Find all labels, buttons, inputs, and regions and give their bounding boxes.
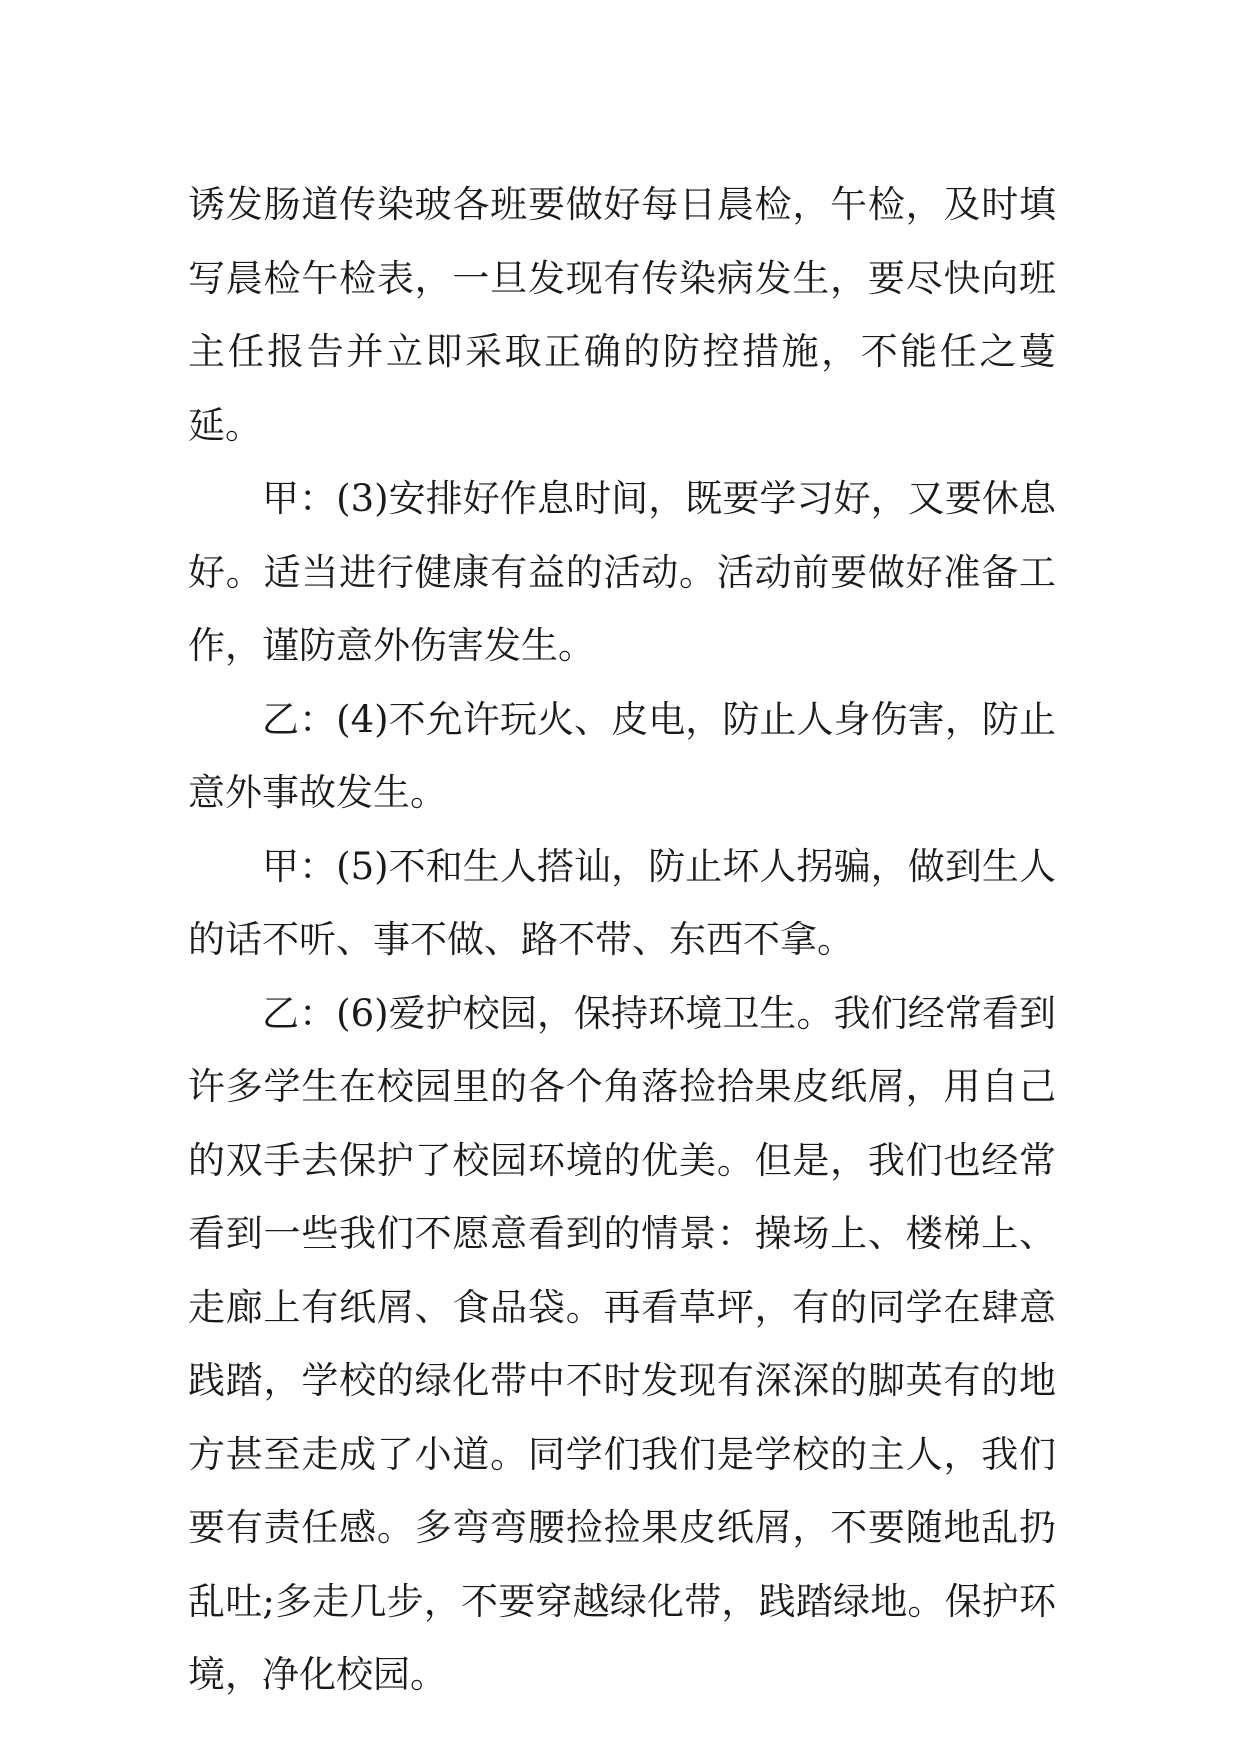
- paragraph-continued: 诱发肠道传染玻各班要做好每日晨检，午检，及时填写晨检午检表，一旦发现有传染病发生，要尽快向班主任报告并立即采取正确的防控措施，不能任之蔓延。: [188, 183, 1056, 447]
- body-text: [188, 168, 1056, 1712]
- paragraph-yi-6: 乙：(6)爱护校园，保持环境卫生。我们经常看到许多学生在校园里的各个角落捡拾果皮纸屑，用自己的双手去保护了校园环境的优美。但是，我们也经常看到一些我们不愿意看到的情景：操场上、楼梯上、走廊上有纸屑、食品袋。再看草坪，有的同学在肆意践踏，学校的绿化带中不时发现有深深的脚英有的地方甚至走成了小道。同学们我们是学校的主人，我们要有责任感。多弯弯腰捡捡果皮纸屑，不要随地乱扔乱吐;多走几步，不要穿越绿化带，践踏绿地。保护环境，净化校园。: [188, 991, 1056, 1696]
- paragraph-jia-3: 甲：(3)安排好作息时间，既要学习好，又要休息好。适当进行健康有益的活动。活动前要做好准备工作，谨防意外伤害发生。: [188, 477, 1056, 667]
- paragraph-jia-5: 甲：(5)不和生人搭讪，防止坏人拐骗，做到生人的话不听、事不做、路不带、东西不拿。: [188, 844, 1056, 961]
- paragraph-yi-4: 乙：(4)不允许玩火、皮电，防止人身伤害，防止意外事故发生。: [188, 697, 1056, 814]
